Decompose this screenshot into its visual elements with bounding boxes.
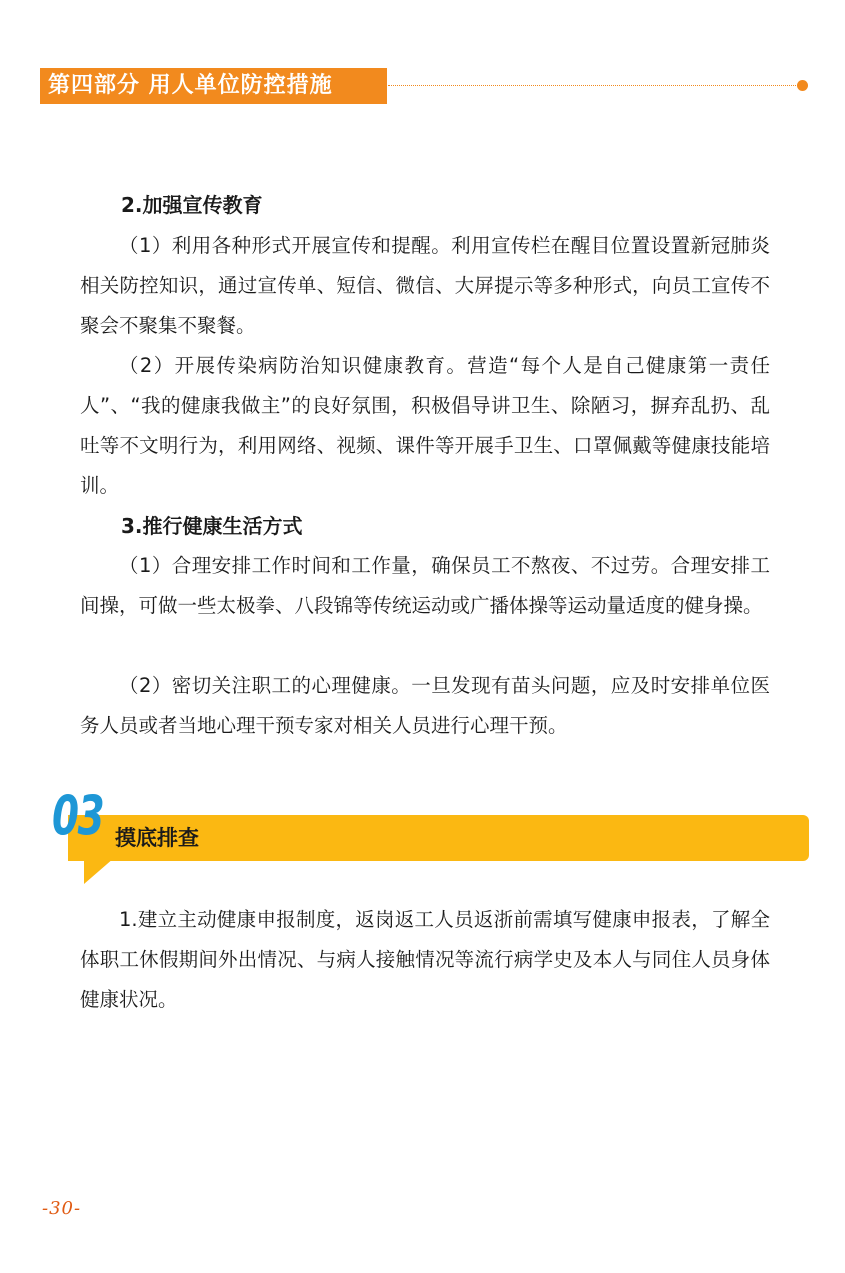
paragraph-3-2: （2）密切关注职工的心理健康。一旦发现有苗头问题，应及时安排单位医务人员或者当地心理干预专家对相关人员进行心理干预。 — [80, 674, 770, 737]
paragraph-2-2: （2）开展传染病防治知识健康教育。营造“每个人是自己健康第一责任人”、“我的健康我做主”的良好氛围，积极倡导讲卫生、除陋习，摒弃乱扔、乱吐等不文明行为，利用网络、视频、课件等开展手卫生、口罩佩戴等健康技能培训。 — [80, 354, 770, 497]
paragraph-3-1: （1）合理安排工作时间和工作量，确保员工不熬夜、不过劳。合理安排工间操，可做一些太极拳、八段锦等传统运动或广播体操等运动量适度的健身操。 — [80, 554, 770, 617]
paragraph-2-1: （1）利用各种形式开展宣传和提醒。利用宣传栏在醒目位置设置新冠肺炎相关防控知识，通过宣传单、短信、微信、大屏提示等多种形式，向员工宣传不聚会不聚集不聚餐。 — [80, 234, 770, 337]
header-dot — [797, 80, 808, 91]
page-number: -30- — [42, 1198, 82, 1219]
section-paragraph-1: 1.建立主动健康申报制度，返岗返工人员返浙前需填写健康申报表，了解全体职工休假期间外出情况、与病人接触情况等流行病学史及本人与同住人员身体健康状况。 — [80, 908, 770, 1011]
part-title: 第四部分 用人单位防控措施 — [40, 68, 387, 104]
section-number: 03 — [52, 784, 104, 847]
section-banner-tail — [84, 858, 114, 884]
heading-publicity-education: 2.加强宣传教育 — [121, 193, 263, 217]
header-dotted-line — [388, 85, 798, 86]
heading-healthy-lifestyle: 3.推行健康生活方式 — [121, 514, 303, 538]
section-title: 摸底排查 — [115, 826, 199, 850]
